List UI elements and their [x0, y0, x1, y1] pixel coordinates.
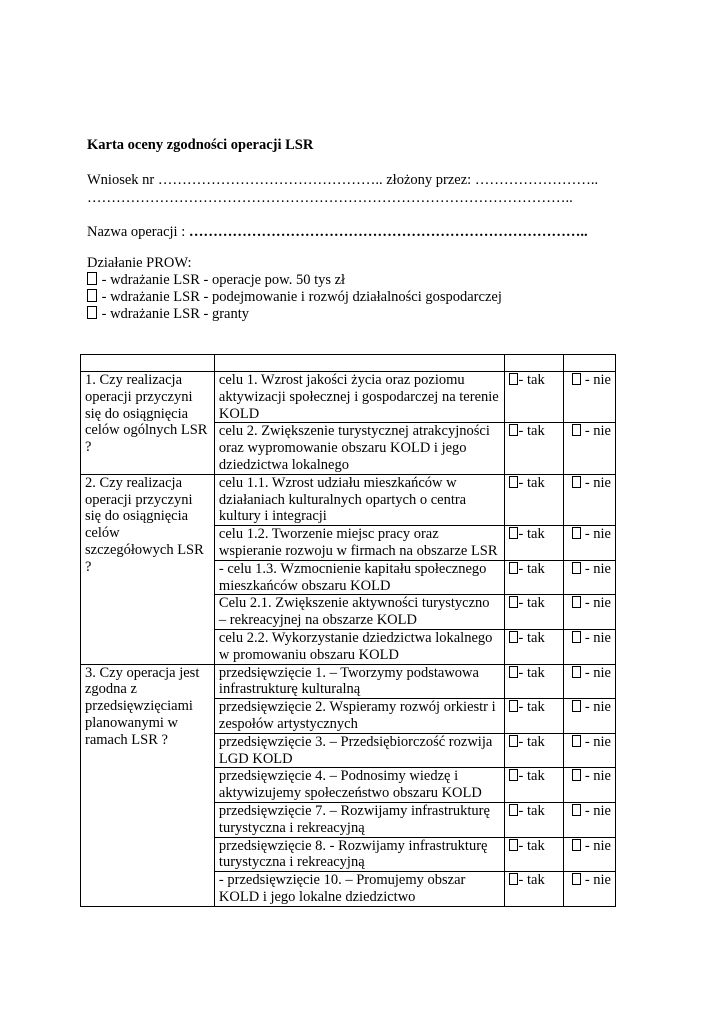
criterion-cell: celu 2. Zwiększenie turystycznej atrakcyjności oraz wypromowanie obszaru KOLD i jego dziedzictwa lokalnego [214, 423, 504, 474]
prow-option [87, 272, 345, 289]
no-option-cell [563, 560, 615, 595]
header-cell [81, 355, 215, 372]
no-label: - nie [584, 802, 611, 819]
yes-label: - tak [518, 837, 545, 854]
criterion-cell: przedsięwzięcie 1. – Tworzymy podstawowa infrastrukturę kulturalną [214, 664, 504, 699]
checkbox-icon[interactable] [509, 527, 518, 539]
operation-name-line [87, 224, 588, 241]
criterion-cell: przedsięwzięcie 8. - Rozwijamy infrastrukturę turystyczna i rekreacyjną [214, 837, 504, 872]
yes-option-cell [504, 629, 563, 664]
checkbox-icon[interactable] [87, 272, 97, 285]
no-option-cell [563, 802, 615, 837]
yes-option-cell [504, 372, 563, 423]
yes-label: - tak [518, 872, 545, 889]
criterion-cell: przedsięwzięcie 7. – Rozwijamy infrastrukturę turystyczna i rekreacyjną [214, 802, 504, 837]
checkbox-icon[interactable] [572, 769, 581, 781]
no-option-cell [563, 474, 615, 525]
checkbox-icon[interactable] [509, 562, 518, 574]
criterion-cell: przedsięwzięcie 2. Wspieramy rozwój orkiestr i zespołów artystycznych [214, 699, 504, 734]
yes-label: - tak [518, 595, 545, 612]
checkbox-icon[interactable] [509, 804, 518, 816]
prow-option-label: - wdrażanie LSR - granty [101, 306, 249, 322]
checkbox-icon[interactable] [572, 373, 581, 385]
yes-option-cell [504, 733, 563, 768]
no-label: - nie [584, 372, 611, 388]
criterion-cell: celu 1. Wzrost jakości życia oraz poziomu aktywizacji społecznej i gospodarczej na terenie KOLD [214, 372, 504, 423]
no-option-cell [563, 664, 615, 699]
checkbox-icon[interactable] [572, 424, 581, 436]
no-option-cell [563, 733, 615, 768]
no-label: - nie [584, 733, 611, 750]
no-label: - nie [584, 837, 611, 854]
yes-option-cell [504, 560, 563, 595]
checkbox-icon[interactable] [509, 631, 518, 643]
operation-name-blank[interactable]: ……………………………………………………………………….. [188, 224, 588, 240]
criterion-cell: - przedsięwzięcie 10. – Promujemy obszar KOLD i jego lokalne dziedzictwo [214, 872, 504, 907]
criterion-cell: - celu 1.3. Wzmocnienie kapitału społecznego mieszkańców obszaru KOLD [214, 560, 504, 595]
yes-label: - tak [518, 699, 545, 716]
prow-option-label: - wdrażanie LSR - podejmowanie i rozwój działalności gospodarczej [101, 289, 502, 305]
checkbox-icon[interactable] [572, 735, 581, 747]
yes-option-cell [504, 423, 563, 474]
header-cell [214, 355, 504, 372]
checkbox-icon[interactable] [572, 527, 581, 539]
checkbox-icon[interactable] [87, 306, 97, 319]
question-cell: 2. Czy realizacja operacji przyczyni się do osiągnięcia celów szczegółowych LSR ? [81, 474, 215, 664]
yes-label: - tak [518, 664, 545, 681]
yes-label: - tak [518, 802, 545, 819]
yes-option-cell [504, 802, 563, 837]
checkbox-icon[interactable] [509, 873, 518, 885]
checkbox-icon[interactable] [572, 631, 581, 643]
no-option-cell [563, 372, 615, 423]
yes-option-cell [504, 664, 563, 699]
operation-name-label: Nazwa operacji : [87, 224, 186, 240]
no-label: - nie [584, 872, 611, 889]
checkbox-icon[interactable] [87, 289, 97, 302]
no-option-cell [563, 595, 615, 630]
no-label: - nie [584, 560, 611, 577]
no-option-cell [563, 423, 615, 474]
no-option-cell [563, 872, 615, 907]
yes-label: - tak [518, 526, 545, 543]
header-cell [563, 355, 615, 372]
no-label: - nie [584, 699, 611, 716]
checkbox-icon[interactable] [509, 735, 518, 747]
checkbox-icon[interactable] [572, 666, 581, 678]
evaluation-table [80, 354, 616, 907]
yes-label: - tak [518, 733, 545, 750]
table-row [81, 664, 616, 699]
yes-option-cell [504, 837, 563, 872]
prow-option [87, 289, 502, 306]
no-label: - nie [584, 595, 611, 612]
no-label: - nie [584, 768, 611, 785]
no-label: - nie [584, 629, 611, 646]
no-label: - nie [584, 664, 611, 681]
criterion-cell: celu 1.1. Wzrost udziału mieszkańców w działaniach kulturalnych opartych o centra kultury i integracji [214, 474, 504, 525]
yes-label: - tak [518, 423, 545, 440]
checkbox-icon[interactable] [509, 373, 518, 385]
submitted-by-label: złożony przez: [386, 172, 472, 188]
header-cell [504, 355, 563, 372]
no-option-cell [563, 699, 615, 734]
no-label: - nie [584, 423, 611, 440]
yes-option-cell [504, 595, 563, 630]
table-header-row [81, 355, 616, 372]
submitted-by-blank[interactable]: …………………….. [474, 172, 599, 188]
question-cell: 3. Czy operacja jest zgodna z przedsięwzięciami planowanymi w ramach LSR ? [81, 664, 215, 906]
yes-label: - tak [518, 474, 545, 491]
criterion-cell: celu 2.2. Wykorzystanie dziedzictwa lokalnego w promowaniu obszaru KOLD [214, 629, 504, 664]
checkbox-icon[interactable] [572, 562, 581, 574]
no-option-cell [563, 837, 615, 872]
checkbox-icon[interactable] [509, 769, 518, 781]
yes-label: - tak [518, 372, 545, 388]
application-number-blank[interactable]: ……………………………………….. [157, 172, 387, 188]
application-number-line [87, 172, 598, 189]
criterion-cell: Celu 2.1. Zwiększenie aktywności turystyczno – rekreacyjnej na obszarze KOLD [214, 595, 504, 630]
checkbox-icon[interactable] [509, 596, 518, 608]
checkbox-icon[interactable] [509, 839, 518, 851]
yes-option-cell [504, 474, 563, 525]
criterion-cell: przedsięwzięcie 3. – Przedsiębiorczość rozwija LGD KOLD [214, 733, 504, 768]
question-cell: 1. Czy realizacja operacji przyczyni się do osiągnięcia celów ogólnych LSR ? [81, 372, 215, 475]
criterion-cell: przedsięwzięcie 4. – Podnosimy wiedzę i aktywizujemy społeczeństwo obszaru KOLD [214, 768, 504, 803]
continuation-blank[interactable]: ……………………………………………………………………………………….. [87, 190, 573, 206]
checkbox-icon[interactable] [509, 700, 518, 712]
checkbox-icon[interactable] [572, 476, 581, 488]
yes-label: - tak [518, 629, 545, 646]
no-option-cell [563, 629, 615, 664]
checkbox-icon[interactable] [509, 424, 518, 436]
prow-option-label: - wdrażanie LSR - operacje pow. 50 tys zł [101, 272, 346, 288]
no-label: - nie [584, 526, 611, 543]
no-option-cell [563, 768, 615, 803]
yes-option-cell [504, 872, 563, 907]
no-option-cell [563, 526, 615, 561]
table-row [81, 474, 616, 525]
criterion-cell: celu 1.2. Tworzenie miejsc pracy oraz wspieranie rozwoju w firmach na obszarze LSR [214, 526, 504, 561]
application-number-label: Wniosek nr [87, 172, 155, 188]
no-label: - nie [584, 474, 611, 491]
checkbox-icon[interactable] [509, 666, 518, 678]
checkbox-icon[interactable] [572, 839, 581, 851]
yes-option-cell [504, 768, 563, 803]
checkbox-icon[interactable] [572, 700, 581, 712]
yes-option-cell [504, 699, 563, 734]
yes-option-cell [504, 526, 563, 561]
prow-option [87, 306, 249, 323]
checkbox-icon[interactable] [572, 804, 581, 816]
table-row [81, 372, 616, 423]
checkbox-icon[interactable] [572, 873, 581, 885]
yes-label: - tak [518, 560, 545, 577]
form-title: Karta oceny zgodności operacji LSR [87, 137, 314, 153]
checkbox-icon[interactable] [572, 596, 581, 608]
yes-label: - tak [518, 768, 545, 785]
checkbox-icon[interactable] [509, 476, 518, 488]
prow-action-label: Działanie PROW: [87, 255, 192, 271]
